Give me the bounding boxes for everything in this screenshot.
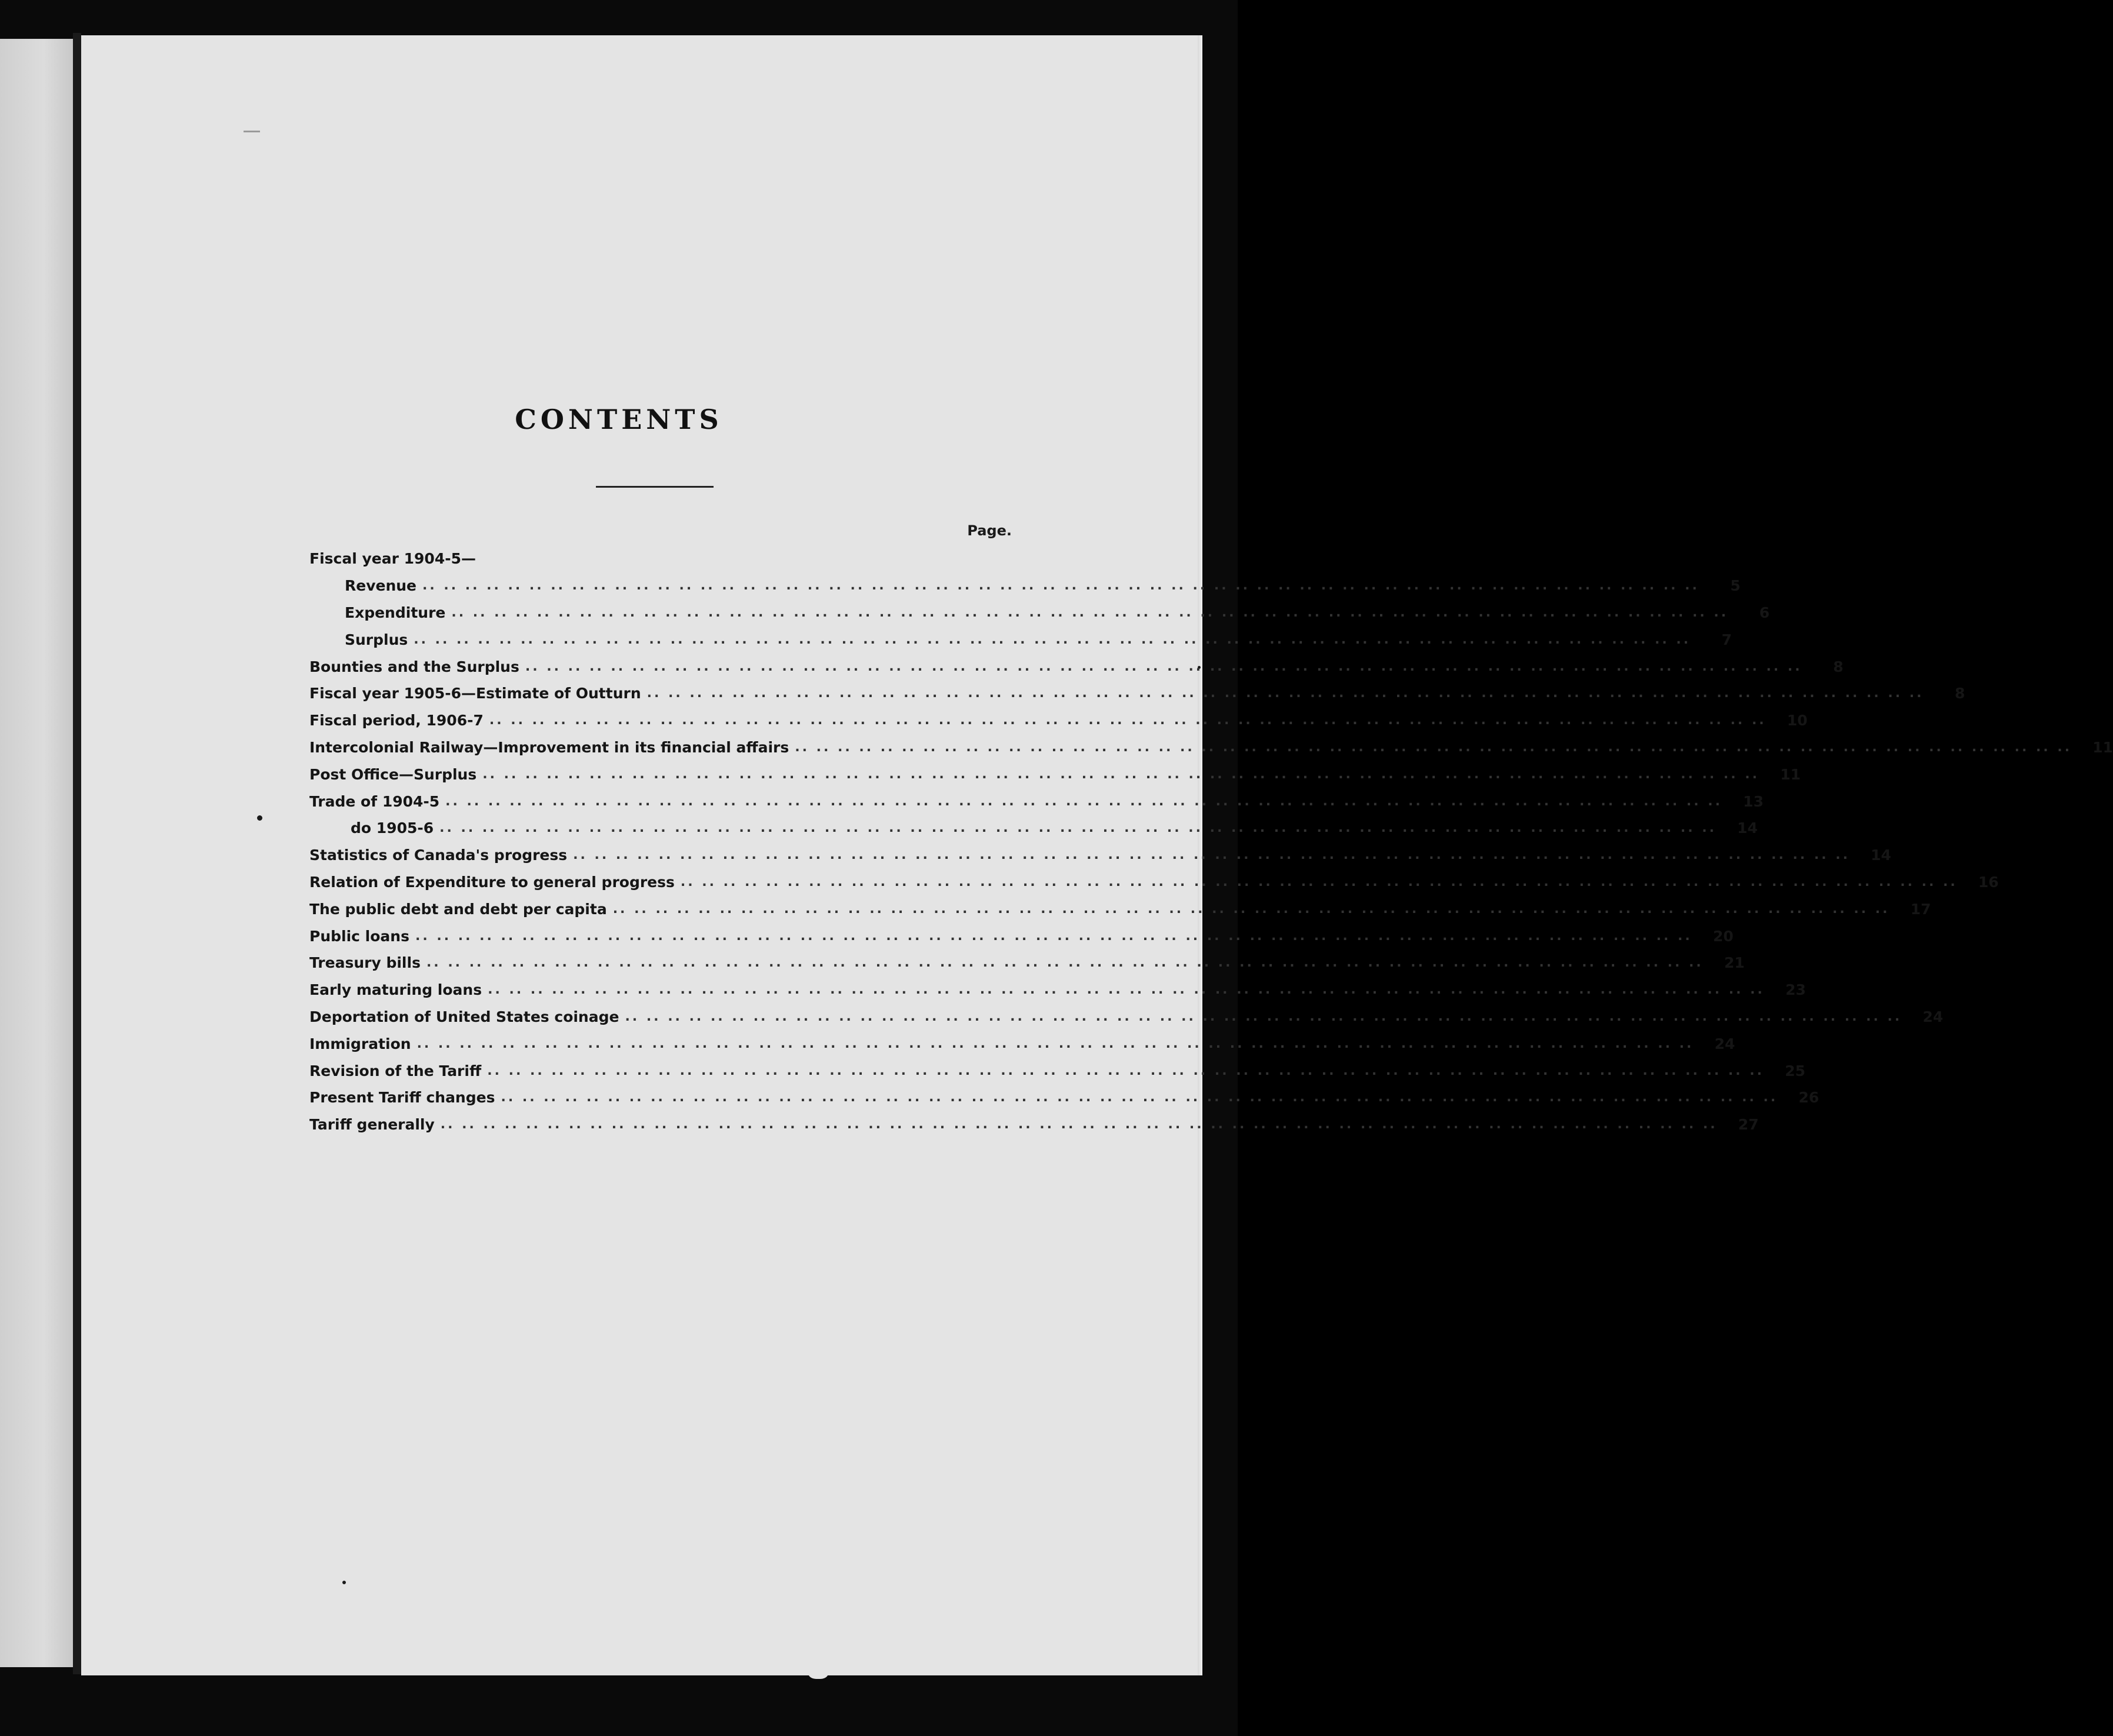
toc-entry-label: Relation of Expenditure to general progress [309, 873, 675, 891]
toc-entry [309, 680, 1965, 707]
toc-entry [309, 545, 998, 572]
toc-entry [309, 1057, 1806, 1084]
toc-entry [309, 707, 1808, 734]
toc-entry-label: Revenue [345, 577, 417, 595]
dot-leader: .. .. .. .. .. .. .. .. .. .. .. .. .. .. .. .. .. .. .. .. .. .. .. .. .. .. .. .. .. .. .. .. .. .. .. .. .. .. .. .. .. .. .. .. .. .. .. .. .. .. .. .. .. .. .. .. .. .. .. .. [415, 928, 1692, 944]
toc-entry-label: Trade of 1904-5 [309, 792, 440, 810]
ink-speck [342, 1581, 346, 1584]
toc-entry [309, 1084, 1819, 1111]
dot-leader: .. .. .. .. .. .. .. .. .. .. .. .. .. .. .. .. .. .. .. .. .. .. .. .. .. .. .. .. .. .. .. .. .. .. .. .. .. .. .. .. .. .. .. .. .. .. .. .. .. .. .. .. .. .. .. .. .. .. .. .. [439, 821, 1717, 836]
toc-entry [309, 977, 1806, 1004]
dot-leader: .. .. .. .. .. .. .. .. .. .. .. .. .. .. .. .. .. .. .. .. .. .. .. .. .. .. .. .. .. .. .. .. .. .. .. .. .. .. .. .. .. .. .. .. .. .. .. .. .. .. .. .. .. .. .. .. .. .. .. .. [451, 605, 1729, 620]
toc-entry-label: Intercolonial Railway—Improvement in its financial affairs [309, 738, 789, 756]
toc-entry-page: 7 [1721, 631, 1732, 648]
title-rule [596, 486, 714, 488]
toc-entry [309, 572, 1741, 599]
toc-entry-page: 27 [1738, 1116, 1759, 1134]
toc-entry [309, 869, 1999, 896]
page-notch [808, 1665, 828, 1679]
toc-entry [309, 788, 1764, 815]
toc-entry [309, 842, 1891, 869]
dot-leader: .. .. .. .. .. .. .. .. .. .. .. .. .. .. .. .. .. .. .. .. .. .. .. .. .. .. .. .. .. .. .. .. .. .. .. .. .. .. .. .. .. .. .. .. .. .. .. .. .. .. .. .. .. .. .. .. .. .. .. .. [646, 686, 1924, 701]
dot-leader: .. .. .. .. .. .. .. .. .. .. .. .. .. .. .. .. .. .. .. .. .. .. .. .. .. .. .. .. .. .. .. .. .. .. .. .. .. .. .. .. .. .. .. .. .. .. .. .. .. .. .. .. .. .. .. .. .. .. .. .. [612, 901, 1890, 917]
toc-entry-page: 24 [1922, 1008, 1944, 1025]
dot-leader: .. .. .. .. .. .. .. .. .. .. .. .. .. .. .. .. .. .. .. .. .. .. .. .. .. .. .. .. .. .. .. .. .. .. .. .. .. .. .. .. .. .. .. .. .. .. .. .. .. .. .. .. .. .. .. .. .. .. .. .. [414, 632, 1691, 647]
dot-leader: .. .. .. .. .. .. .. .. .. .. .. .. .. .. .. .. .. .. .. .. .. .. .. .. .. .. .. .. .. .. .. .. .. .. .. .. .. .. .. .. .. .. .. .. .. .. .. .. .. .. .. .. .. .. .. .. .. .. .. .. [795, 739, 2072, 755]
toc-entry-page: 23 [1785, 981, 1806, 999]
toc-entry-label: Expenditure [345, 604, 446, 621]
toc-entry [309, 626, 1732, 653]
dot-leader: .. .. .. .. .. .. .. .. .. .. .. .. .. .. .. .. .. .. .. .. .. .. .. .. .. .. .. .. .. .. .. .. .. .. .. .. .. .. .. .. .. .. .. .. .. .. .. .. .. .. .. .. .. .. .. .. .. .. .. .. [501, 1090, 1778, 1105]
toc-entry [309, 1030, 1735, 1057]
toc-entry-label: The public debt and debt per capita [309, 900, 607, 918]
toc-entry-label: Deportation of United States coinage [309, 1008, 619, 1025]
toc-entry [309, 949, 1745, 977]
toc-entry-page: 16 [1978, 873, 1999, 891]
toc-entry-label: Tariff generally [309, 1116, 435, 1134]
toc-entry-page: 20 [1712, 927, 1734, 945]
previous-page-edge [0, 39, 73, 1667]
toc-entry-label: Early maturing loans [309, 981, 482, 999]
toc-entry-label: Immigration [309, 1035, 411, 1052]
ink-speck [257, 815, 262, 821]
toc-entry-label: Statistics of Canada's progress [309, 847, 568, 864]
toc-entry-page: 11 [2092, 738, 2113, 756]
toc-entry-page: 14 [1737, 819, 1758, 837]
toc-entry-page: 13 [1743, 792, 1764, 810]
dot-leader: .. .. .. .. .. .. .. .. .. .. .. .. .. .. .. .. .. .. .. .. .. .. .. .. .. .. .. .. .. .. .. .. .. .. .. .. .. .. .. .. .. .. .. .. .. .. .. .. .. .. .. .. .. .. .. .. .. .. .. .. [487, 1063, 1765, 1078]
toc-entry-page: 10 [1787, 712, 1808, 729]
toc-entry-label: Fiscal year 1905-6—Estimate of Outturn [309, 685, 641, 702]
toc-entry [309, 895, 1931, 922]
book-gutter [73, 33, 81, 1674]
contents-title: CONTENTS [515, 404, 723, 435]
page-column-header: Page. [967, 522, 1012, 539]
toc-entry-page: 26 [1798, 1089, 1819, 1107]
smudge-mark [244, 131, 260, 132]
toc-entry-label: Bounties and the Surplus [309, 658, 519, 675]
toc-entry-label: Surplus [345, 631, 408, 648]
toc-entry-label: Fiscal year 1904-5— [309, 550, 476, 568]
toc-entry [309, 761, 1801, 788]
toc-entry [309, 1004, 1944, 1031]
dot-leader: .. .. .. .. .. .. .. .. .. .. .. .. .. .. .. .. .. .. .. .. .. .. .. .. .. .. .. .. .. .. .. .. .. .. .. .. .. .. .. .. .. .. .. .. .. .. .. .. .. .. .. .. .. .. .. .. .. .. .. .. [525, 659, 1802, 674]
toc-entry-page: 11 [1780, 765, 1801, 783]
toc-entry-label: Treasury bills [309, 954, 421, 972]
toc-entry-page: 6 [1759, 604, 1770, 621]
toc-entry-page: 24 [1714, 1035, 1735, 1052]
toc-entry-page: 8 [1833, 658, 1844, 675]
toc-entry-label: Present Tariff changes [309, 1089, 495, 1107]
toc-entry-page: 25 [1785, 1062, 1806, 1079]
dot-leader: .. .. .. .. .. .. .. .. .. .. .. .. .. .. .. .. .. .. .. .. .. .. .. .. .. .. .. .. .. .. .. .. .. .. .. .. .. .. .. .. .. .. .. .. .. .. .. .. .. .. .. .. .. .. .. .. .. .. .. .. [680, 874, 1958, 889]
toc-entry-label: do 1905-6 [351, 819, 434, 837]
toc-entry [309, 922, 1734, 949]
toc-entry [309, 1111, 1759, 1138]
dot-leader: .. .. .. .. .. .. .. .. .. .. .. .. .. .. .. .. .. .. .. .. .. .. .. .. .. .. .. .. .. .. .. .. .. .. .. .. .. .. .. .. .. .. .. .. .. .. .. .. .. .. .. .. .. .. .. .. .. .. .. .. [445, 794, 1722, 809]
dot-leader: .. .. .. .. .. .. .. .. .. .. .. .. .. .. .. .. .. .. .. .. .. .. .. .. .. .. .. .. .. .. .. .. .. .. .. .. .. .. .. .. .. .. .. .. .. .. .. .. .. .. .. .. .. .. .. .. .. .. .. .. [573, 848, 1850, 863]
toc-entry-label: Revision of the Tariff [309, 1062, 482, 1079]
toc-entry-page: 21 [1724, 954, 1745, 972]
toc-entry-label: Public loans [309, 927, 409, 945]
dot-leader: .. .. .. .. .. .. .. .. .. .. .. .. .. .. .. .. .. .. .. .. .. .. .. .. .. .. .. .. .. .. .. .. .. .. .. .. .. .. .. .. .. .. .. .. .. .. .. .. .. .. .. .. .. .. .. .. .. .. .. .. [625, 1009, 1902, 1024]
dot-leader: .. .. .. .. .. .. .. .. .. .. .. .. .. .. .. .. .. .. .. .. .. .. .. .. .. .. .. .. .. .. .. .. .. .. .. .. .. .. .. .. .. .. .. .. .. .. .. .. .. .. .. .. .. .. .. .. .. .. .. .. [416, 1036, 1694, 1051]
toc-entry [309, 734, 2113, 761]
toc-entry-page: 14 [1871, 847, 1891, 864]
dot-leader: .. .. .. .. .. .. .. .. .. .. .. .. .. .. .. .. .. .. .. .. .. .. .. .. .. .. .. .. .. .. .. .. .. .. .. .. .. .. .. .. .. .. .. .. .. .. .. .. .. .. .. .. .. .. .. .. .. .. .. .. [482, 767, 1760, 782]
dot-leader: .. .. .. .. .. .. .. .. .. .. .. .. .. .. .. .. .. .. .. .. .. .. .. .. .. .. .. .. .. .. .. .. .. .. .. .. .. .. .. .. .. .. .. .. .. .. .. .. .. .. .. .. .. .. .. .. .. .. .. .. [422, 578, 1699, 594]
dot-leader: .. .. .. .. .. .. .. .. .. .. .. .. .. .. .. .. .. .. .. .. .. .. .. .. .. .. .. .. .. .. .. .. .. .. .. .. .. .. .. .. .. .. .. .. .. .. .. .. .. .. .. .. .. .. .. .. .. .. .. .. [426, 955, 1704, 971]
toc-entry [309, 815, 1758, 842]
table-of-contents [309, 545, 2113, 1138]
dot-leader: .. .. .. .. .. .. .. .. .. .. .. .. .. .. .. .. .. .. .. .. .. .. .. .. .. .. .. .. .. .. .. .. .. .. .. .. .. .. .. .. .. .. .. .. .. .. .. .. .. .. .. .. .. .. .. .. .. .. .. .. [489, 713, 1767, 728]
toc-entry-page: 5 [1730, 577, 1741, 595]
toc-entry-page: 8 [1955, 685, 1965, 702]
dot-leader: .. .. .. .. .. .. .. .. .. .. .. .. .. .. .. .. .. .. .. .. .. .. .. .. .. .. .. .. .. .. .. .. .. .. .. .. .. .. .. .. .. .. .. .. .. .. .. .. .. .. .. .. .. .. .. .. .. .. .. .. [488, 982, 1765, 998]
toc-entry [309, 599, 1770, 627]
toc-entry-label: Post Office—Surplus [309, 765, 477, 783]
dot-leader: .. .. .. .. .. .. .. .. .. .. .. .. .. .. .. .. .. .. .. .. .. .. .. .. .. .. .. .. .. .. .. .. .. .. .. .. .. .. .. .. .. .. .. .. .. .. .. .. .. .. .. .. .. .. .. .. .. .. .. .. [440, 1117, 1718, 1132]
toc-entry [309, 653, 1844, 680]
toc-entry-page: 17 [1910, 900, 1931, 918]
toc-entry-label: Fiscal period, 1906-7 [309, 712, 484, 729]
